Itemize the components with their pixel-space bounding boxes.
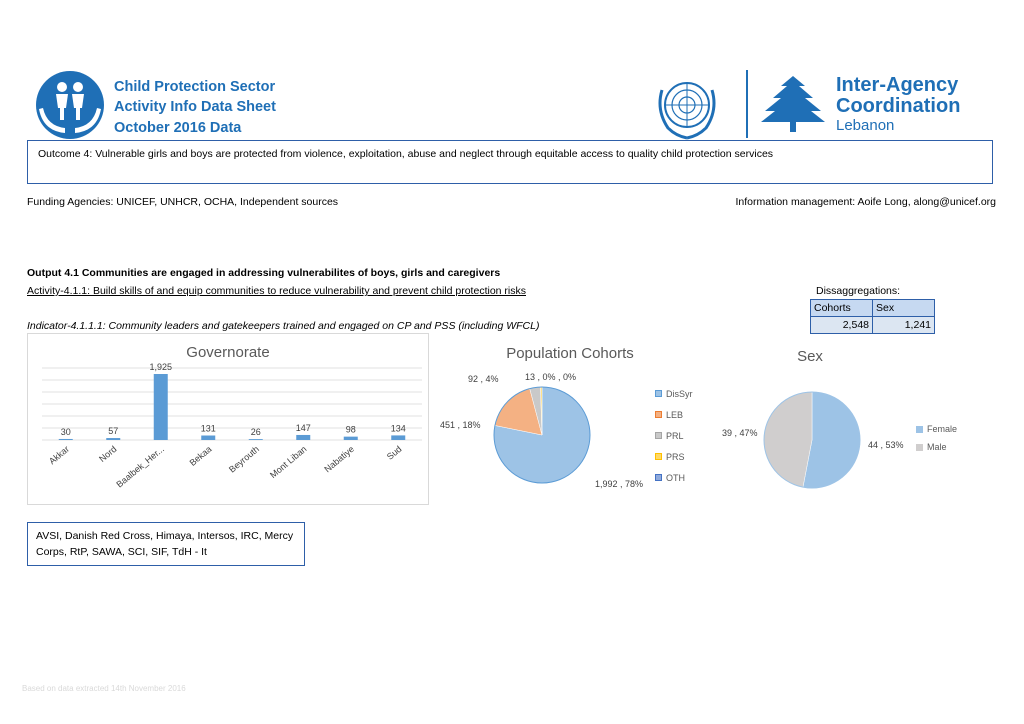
cohorts-chart-title: Population Cohorts bbox=[506, 345, 634, 362]
cohorts-legend bbox=[655, 383, 693, 488]
category-label: Beyrouth bbox=[227, 443, 262, 475]
legend-label: Male bbox=[927, 442, 947, 452]
legend-item bbox=[655, 404, 693, 425]
governorate-chart-title: Governorate bbox=[186, 344, 270, 361]
category-label: Baalbek_Her... bbox=[114, 443, 167, 490]
legend-item bbox=[655, 383, 693, 404]
bar-value-label: 1,925 bbox=[149, 362, 173, 372]
pie-data-label: 451 , 18% bbox=[440, 420, 481, 430]
sex-chart-title: Sex bbox=[797, 348, 823, 365]
funding-agencies: Funding Agencies: UNICEF, UNHCR, OCHA, Independent sources bbox=[27, 196, 339, 208]
indicator-text: Indicator-4.1.1.1: Community leaders and gatekeepers trained and engaged on CP and PSS (including WFCL) bbox=[27, 320, 540, 332]
legend-item bbox=[655, 446, 693, 467]
legend-label: LEB bbox=[666, 409, 684, 420]
header-title-line2: Activity Info Data Sheet bbox=[114, 99, 276, 115]
outcome-text: Outcome 4: Vulnerable girls and boys are protected from violence, exploitation, abuse and neglect through equitable access to quality child protection services bbox=[38, 148, 774, 160]
bar bbox=[296, 435, 310, 440]
org-name-line2: Coordination bbox=[836, 95, 961, 117]
outcome-box bbox=[27, 140, 993, 184]
legend-label: DisSyr bbox=[666, 388, 693, 399]
disagg-header-sex: Sex bbox=[873, 300, 935, 317]
legend-label: Female bbox=[927, 424, 958, 434]
bar-value-label: 131 bbox=[200, 423, 216, 434]
legend-swatch bbox=[655, 453, 662, 460]
legend-item bbox=[655, 467, 693, 488]
bar bbox=[106, 438, 120, 440]
information-management: Information management: Aoife Long, along@unicef.org bbox=[735, 196, 996, 208]
bar-value-label: 98 bbox=[345, 424, 356, 435]
bar bbox=[154, 374, 168, 440]
header-divider bbox=[746, 70, 748, 138]
cohorts-pie-chart bbox=[430, 365, 660, 505]
category-label: Nabatiye bbox=[322, 443, 357, 475]
pie-data-label: 39 , 47% bbox=[722, 428, 758, 438]
footer-note: Based on data extracted 14th November 2016 bbox=[22, 684, 186, 693]
partners-text: AVSI, Danish Red Cross, Himaya, Intersos, IRC, Mercy Corps, RtP, SAWA, SCI, SIF, TdH - It bbox=[36, 530, 294, 558]
sex-legend bbox=[916, 420, 957, 456]
legend-swatch bbox=[916, 426, 923, 433]
legend-swatch bbox=[655, 432, 662, 439]
bar-value-label: 57 bbox=[108, 426, 119, 437]
legend-swatch bbox=[655, 411, 662, 418]
legend-item bbox=[916, 420, 957, 438]
un-emblem-logo bbox=[652, 70, 722, 140]
legend-swatch bbox=[655, 390, 662, 397]
legend-item bbox=[655, 425, 693, 446]
child-protection-logo bbox=[35, 70, 105, 140]
category-label: Akkar bbox=[46, 443, 72, 467]
legend-label: PRS bbox=[666, 451, 685, 462]
category-label: Mont Liban bbox=[267, 443, 309, 481]
disagg-header-cohorts: Cohorts bbox=[811, 300, 873, 317]
category-label: Nord bbox=[97, 443, 119, 465]
disagg-value-cohorts: 2,548 bbox=[811, 317, 873, 334]
bar bbox=[59, 439, 73, 440]
disaggregations-table bbox=[810, 299, 935, 334]
disagg-value-sex: 1,241 bbox=[873, 317, 935, 334]
bar-value-label: 147 bbox=[295, 422, 311, 433]
legend-item bbox=[916, 438, 957, 456]
bar-value-label: 26 bbox=[250, 427, 261, 438]
pie-data-label: , 0% bbox=[558, 372, 577, 382]
bar bbox=[391, 435, 405, 440]
governorate-bar-chart bbox=[27, 333, 429, 505]
partners-box bbox=[27, 522, 305, 566]
output-title: Output 4.1 Communities are engaged in addressing vulnerabilites of boys, girls and caregivers bbox=[27, 267, 501, 279]
sex-pie-chart bbox=[710, 375, 910, 505]
legend-label: PRL bbox=[666, 430, 684, 441]
legend-swatch bbox=[916, 444, 923, 451]
category-label: Sud bbox=[384, 443, 404, 462]
pie-data-label: 44 , 53% bbox=[868, 440, 904, 450]
category-label: Bekaa bbox=[187, 443, 214, 468]
cedar-tree-logo bbox=[758, 74, 828, 134]
activity-text: Activity-4.1.1: Build skills of and equip communities to reduce vulnerability and prevent child protection risks bbox=[27, 285, 526, 297]
disaggregations-label: Dissaggregations: bbox=[816, 285, 901, 297]
bar bbox=[249, 439, 263, 440]
legend-label: OTH bbox=[666, 472, 685, 483]
org-name-line3: Lebanon bbox=[836, 117, 895, 134]
legend-swatch bbox=[655, 474, 662, 481]
pie-data-label: 13 , 0% bbox=[525, 372, 556, 382]
header-title-line1: Child Protection Sector bbox=[114, 79, 276, 95]
org-name-line1: Inter-Agency bbox=[836, 74, 959, 96]
bar-value-label: 134 bbox=[390, 423, 406, 434]
pie-data-label: 92 , 4% bbox=[468, 374, 499, 384]
bar bbox=[201, 436, 215, 440]
bar bbox=[344, 437, 358, 440]
header-title-line3: October 2016 Data bbox=[114, 120, 242, 136]
pie-data-label: 1,992 , 78% bbox=[595, 479, 644, 489]
pie-slice bbox=[764, 392, 812, 487]
bar-value-label: 30 bbox=[60, 426, 71, 437]
